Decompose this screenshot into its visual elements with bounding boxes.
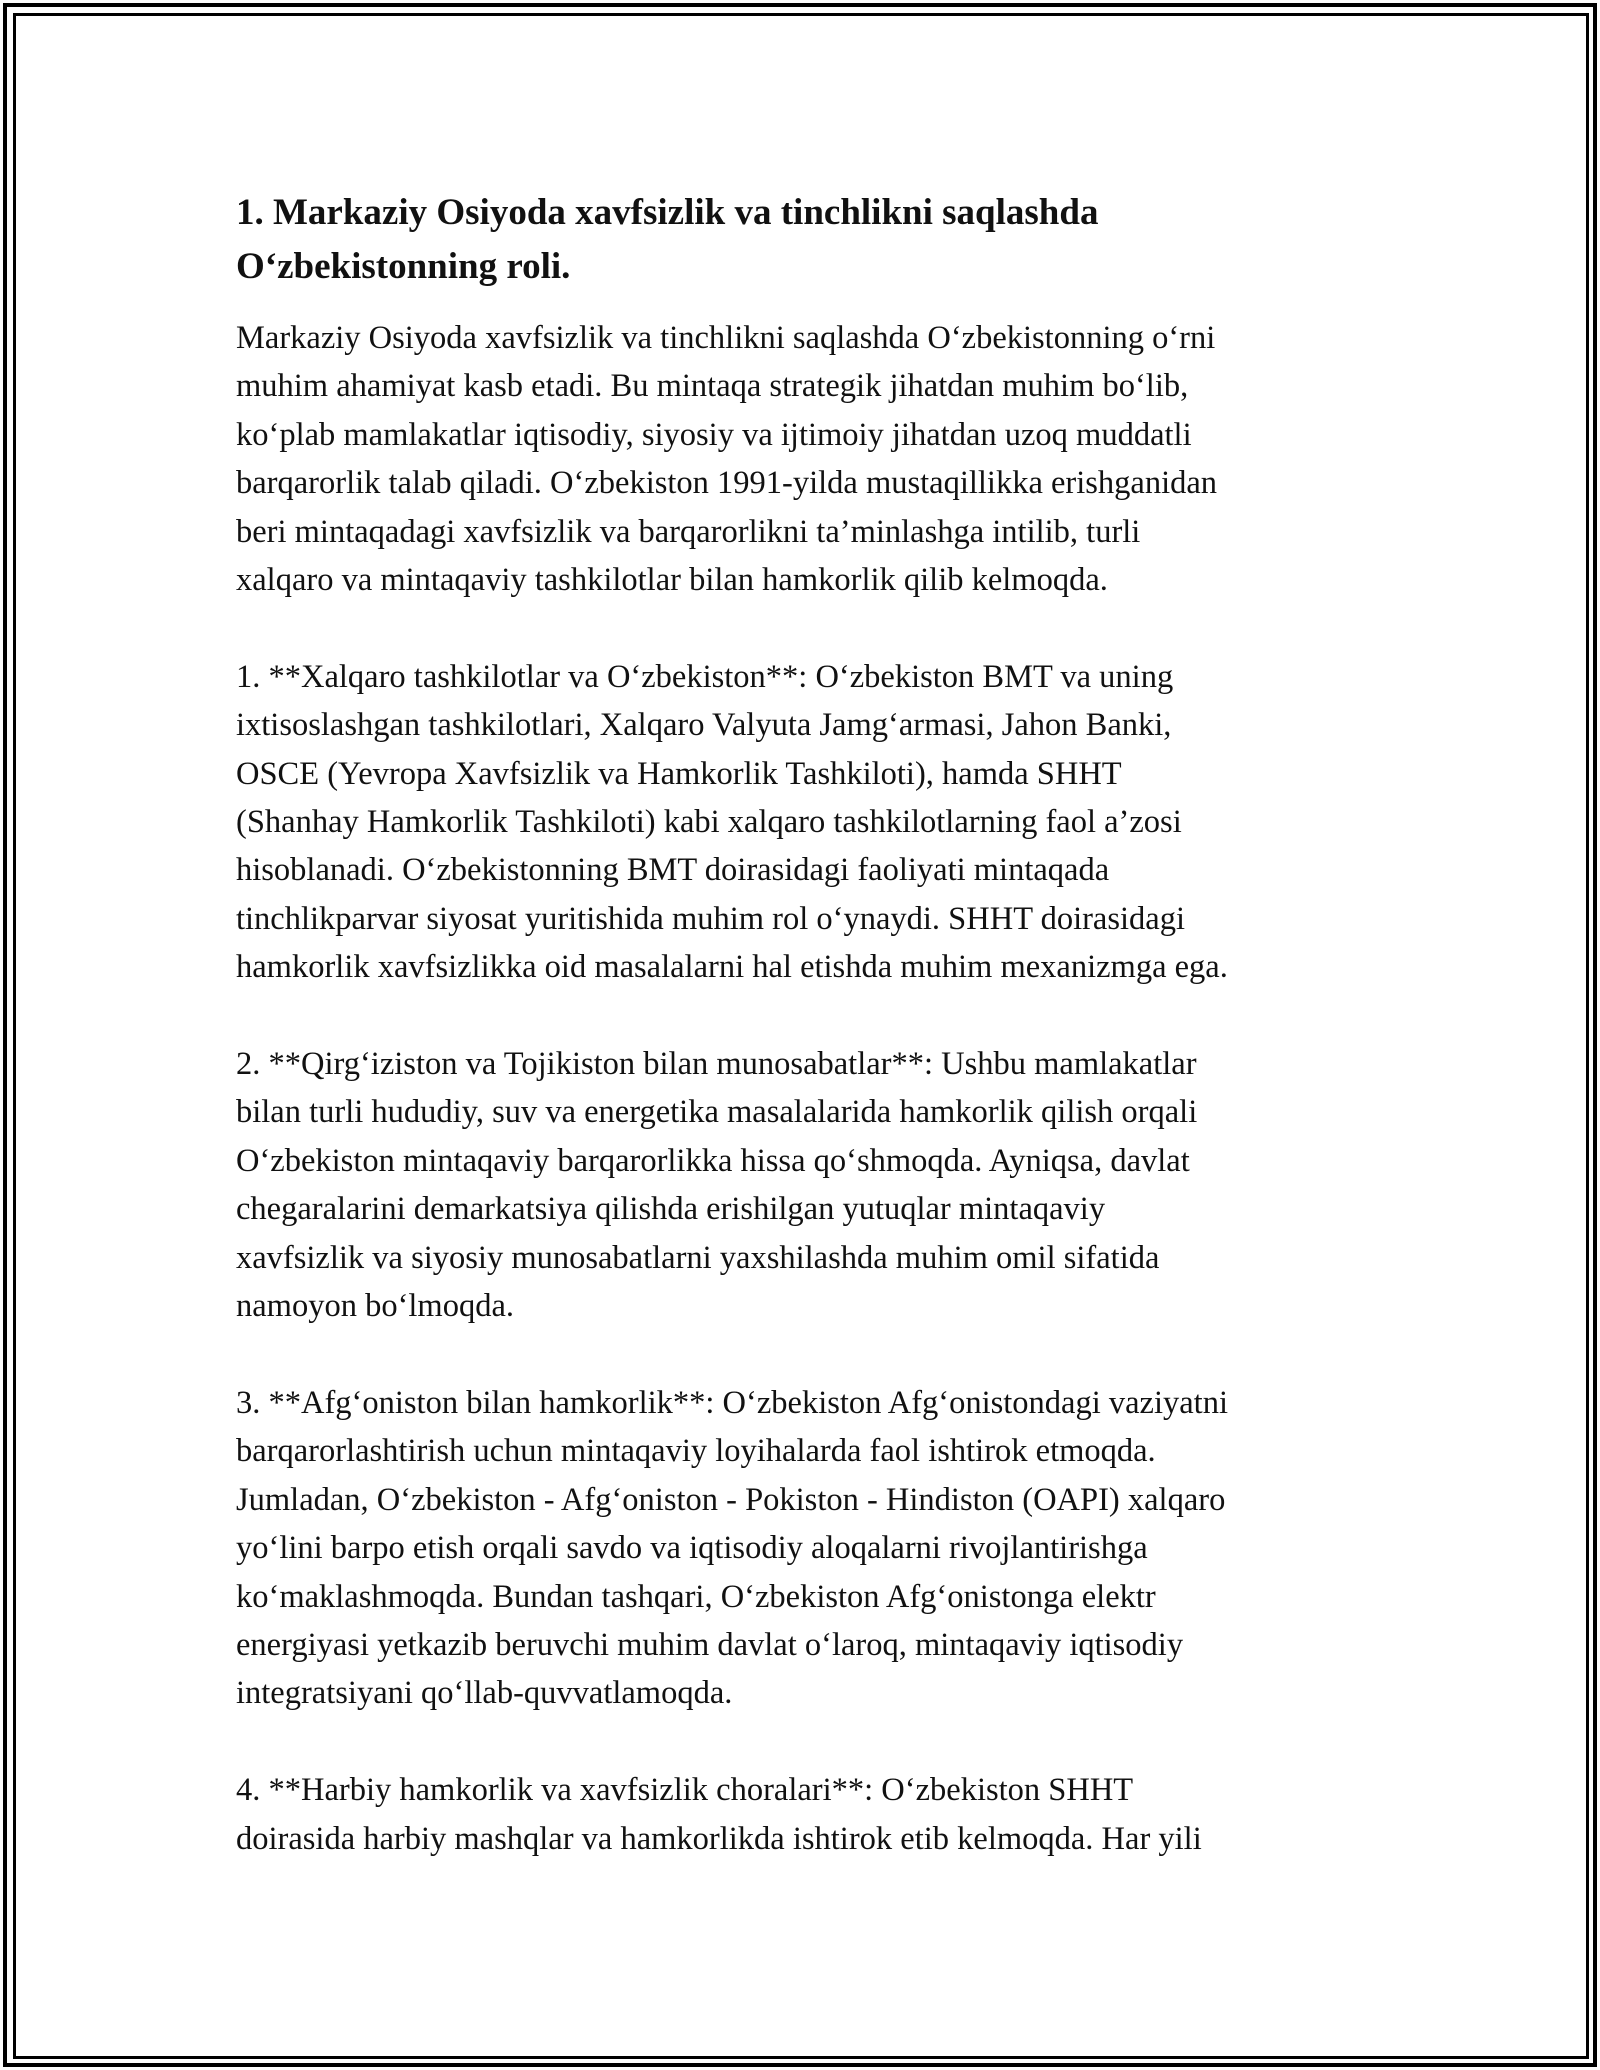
document-title: [236, 186, 1376, 294]
text-line: yo‘lini barpo etish orqali savdo va iqtisodiy aloqalarni rivojlantirishga: [236, 1530, 1148, 1567]
text-line: Markaziy Osiyoda xavfsizlik va tinchlikni saqlashda O‘zbekistonning o‘rni: [236, 320, 1216, 356]
text-line: O‘zbekiston mintaqaviy barqarorlikka hissa qo‘shmoqda. Ayniqsa, davlat: [236, 1142, 1190, 1179]
text-line: chegaralarini demarkatsiya qilishda erishilgan yutuqlar mintaqaviy: [236, 1191, 1106, 1228]
section-paragraph-4: [236, 1766, 1376, 1863]
text-line: OSCE (Yevropa Xavfsizlik va Hamkorlik Tashkiloti), hamda SHHT: [236, 755, 1122, 792]
text-line: integratsiyani qo‘llab-quvvatlamoqda.: [236, 1675, 733, 1712]
text-line: bilan turli hududiy, suv va energetika masalalarida hamkorlik qilish orqali: [236, 1094, 1198, 1131]
text-line: doirasida harbiy mashqlar va hamkorlikda ishtirok etib kelmoqda. Har yili: [236, 1820, 1202, 1857]
text-line: xavfsizlik va siyosiy munosabatlarni yaxshilashda muhim omil sifatida: [236, 1239, 1160, 1276]
text-line: ko‘plab mamlakatlar iqtisodiy, siyosiy va ijtimoiy jihatdan uzoq muddatli: [236, 416, 1192, 453]
intro-paragraph: [236, 314, 1376, 604]
text-line: Jumladan, O‘zbekiston - Afg‘oniston - Pokiston - Hindiston (OAPI) xalqaro: [236, 1481, 1226, 1518]
document-body: [236, 186, 1376, 1863]
text-line: hisoblanadi. O‘zbekistonning BMT doirasidagi faoliyati mintaqada: [236, 852, 1110, 889]
text-line: 4. **Harbiy hamkorlik va xavfsizlik choralari**: O‘zbekiston SHHT: [236, 1772, 1134, 1809]
text-line: muhim ahamiyat kasb etadi. Bu mintaqa strategik jihatdan muhim bo‘lib,: [236, 368, 1189, 405]
text-line: ixtisoslashgan tashkilotlari, Xalqaro Valyuta Jamg‘armasi, Jahon Banki,: [236, 707, 1172, 744]
title-line: O‘zbekistonning roli.: [236, 246, 571, 287]
text-line: energiyasi yetkazib beruvchi muhim davlat o‘laroq, mintaqaviy iqtisodiy: [236, 1626, 1184, 1663]
text-line: 3. **Afg‘oniston bilan hamkorlik**: O‘zbekiston Afg‘onistondagi vaziyatni: [236, 1384, 1228, 1421]
text-line: tinchlikparvar siyosat yuritishida muhim rol o‘ynaydi. SHHT doirasidagi: [236, 900, 1185, 937]
text-line: barqarorlik talab qiladi. O‘zbekiston 1991-yilda mustaqillikka erishganidan: [236, 465, 1218, 502]
section-paragraph-3: [236, 1379, 1376, 1718]
text-line: xalqaro va mintaqaviy tashkilotlar bilan hamkorlik qilib kelmoqda.: [236, 562, 1108, 599]
text-line: barqarorlashtirish uchun mintaqaviy loyihalarda faol ishtirok etmoqda.: [236, 1433, 1156, 1470]
text-line: (Shanhay Hamkorlik Tashkiloti) kabi xalqaro tashkilotlarning faol a’zosi: [236, 804, 1182, 841]
text-line: 2. **Qirg‘iziston va Tojikiston bilan munosabatlar**: Ushbu mamlakatlar: [236, 1046, 1197, 1083]
title-line: 1. Markaziy Osiyoda xavfsizlik va tinchlikni saqlashda: [236, 192, 1099, 233]
text-line: ko‘maklashmoqda. Bundan tashqari, O‘zbekiston Afg‘onistonga elektr: [236, 1578, 1156, 1615]
text-line: hamkorlik xavfsizlikka oid masalalarni hal etishda muhim mexanizmga ega.: [236, 949, 1228, 986]
text-line: 1. **Xalqaro tashkilotlar va O‘zbekiston**: O‘zbekiston BMT va uning: [236, 658, 1174, 695]
section-paragraph-2: [236, 1040, 1376, 1330]
text-line: beri mintaqadagi xavfsizlik va barqarorlikni ta’minlashga intilib, turli: [236, 513, 1141, 550]
text-line: namoyon bo‘lmoqda.: [236, 1288, 515, 1325]
section-paragraph-1: [236, 653, 1376, 992]
